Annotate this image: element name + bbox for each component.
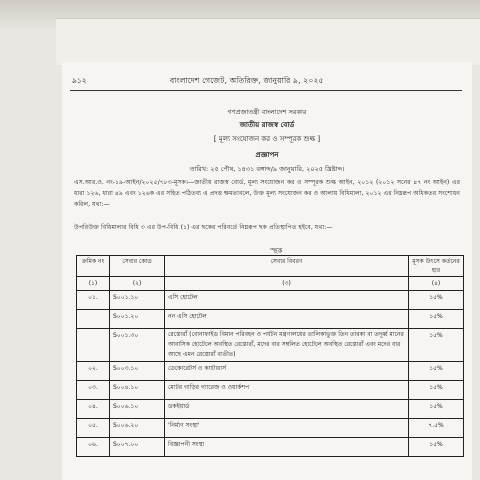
header-description: সেবার বিবরণ	[165, 256, 409, 277]
document-type: প্রজ্ঞাপন	[255, 151, 279, 159]
previous-page-edge	[56, 18, 480, 65]
table-row	[77, 419, 464, 438]
col-number: (১)	[77, 277, 110, 291]
paragraph-sro: এস.আর.ও. নং-১৯-আইন/২০২৫/৭৮৩-মূসক।—জাতীয় রাজস্ব বোর্ড, মূল্য সংযোজন কর ও সম্পূরক শুল্ক আইন, ২০১২ (২০১২ সনের ৪৭ নং আইন) এর ধারা ১২৬, ধারা ৪৯ এবং ১২৬ক এর সহিত পঠিতব্য এ প্রদত্ত ক্ষমতাবলে, উক্ত মূল্য সংযোজন কর ও আলায় বিধিমালা, ২০১২ এর নিম্নরূপ অধিকতর সংশোধন করিল, যথা:—	[74, 179, 460, 208]
row-description: বিজ্ঞাপনী সংস্থা	[165, 438, 409, 457]
table-row	[77, 400, 464, 419]
row-description: মোটর গাড়ির গ্যারেজ ও ওয়ার্কশপ	[165, 381, 409, 400]
table-row	[77, 438, 464, 457]
row-serial: ০৪.	[77, 400, 110, 419]
running-title: বাংলাদেশ গেজেট, অতিরিক্ত, জানুয়ারি ৯, ২০২৫	[170, 76, 324, 85]
gazette-page	[62, 62, 472, 480]
row-rate: ১৫%	[409, 329, 464, 362]
row-rate: ১৫%	[409, 291, 464, 310]
row-serial: ০২.	[77, 362, 110, 381]
row-code: S০০৬.১০	[110, 400, 165, 419]
table-header-row	[77, 256, 464, 277]
row-rate: ১৫%	[409, 381, 464, 400]
row-serial	[77, 329, 110, 362]
row-code: S০০১.৩০	[110, 329, 165, 362]
table-row	[77, 362, 464, 381]
row-description: ডেকোরেটর্স ও ক্যাটারার্স	[165, 362, 409, 381]
col-number: (৪)	[409, 277, 464, 291]
row-description: 'নির্মাণ সংস্থা'	[165, 419, 409, 438]
row-serial: ০৬.	[77, 438, 110, 457]
header-code: সেবার কোড	[110, 256, 165, 277]
row-description: নন এসি হোটেল	[165, 310, 409, 329]
row-serial: ০৩.	[77, 381, 110, 400]
row-rate: ১৫%	[409, 310, 464, 329]
row-description: রেস্তোরাঁ (বোনাফাইড বিমান পরিবহন ও পর্যটন মন্ত্রণালয়ের তালিকাভুক্ত তিন তারকা বা তদূর্ধ্ব মানের আবাসিক হোটেলে অবস্থিত রেস্তোরাঁ, মদের বার সম্বলিত হোটেলে অবস্থিত রেস্তোরাঁ এবং মদের বার আছে এমন রেস্তোরাঁ ব্যতীত)	[165, 329, 409, 362]
row-rate: ১৫%	[409, 400, 464, 419]
government-name: গণপ্রজাতন্ত্রী বাংলাদেশ সরকার	[227, 108, 307, 116]
row-rate: ৭.৫%	[409, 419, 464, 438]
header-serial: ক্রমিক নং	[77, 256, 110, 277]
date-line: তারিখ: ২৫ পৌষ, ১৪৩১ বঙ্গাব্দ/৯ জানুয়ারি, ২০২৫ খ্রিষ্টাব্দ।	[189, 165, 345, 173]
row-rate: ১৫%	[409, 438, 464, 457]
page-header	[70, 74, 462, 91]
board-name: জাতীয় রাজস্ব বোর্ড	[239, 121, 295, 129]
row-description: এসি হোটেল	[165, 291, 409, 310]
header-rate: মূসক উৎসে কর্তনের হার	[409, 256, 464, 277]
row-code: S০০১.২০	[110, 310, 165, 329]
row-serial	[77, 310, 110, 329]
table-row	[77, 310, 464, 329]
row-code: S০০৩.১০	[110, 362, 165, 381]
column-number-row	[77, 277, 464, 291]
schedule-label: "ছক	[270, 247, 283, 255]
row-serial: ০১.	[77, 291, 110, 310]
row-serial: ০৫.	[77, 419, 110, 438]
vat-schedule-table	[76, 255, 464, 457]
table-row	[77, 381, 464, 400]
table-row	[77, 329, 464, 362]
row-code: S০০৬.২০	[110, 419, 165, 438]
row-code: S০০১.১০	[110, 291, 165, 310]
col-number: (২)	[110, 277, 165, 291]
row-code: S০০৪.১০	[110, 381, 165, 400]
department-name: [ মূল্য সংযোজন কর ও সম্পূরক শুল্ক ]	[213, 135, 321, 143]
row-description: ডকইয়ার্ড	[165, 400, 409, 419]
col-number: (৩)	[165, 277, 409, 291]
table-row	[77, 291, 464, 310]
paragraph-amendment: উপরিউক্ত বিধিমালার বিধি ৩ এর উপ-বিধি (১) এর ছকের পরিবর্তে নিম্নরূপ ছক প্রতিস্থাপিত হইবে, যথা:—	[74, 224, 333, 231]
page-number: ৯১২	[72, 76, 87, 85]
row-rate: ১৫%	[409, 362, 464, 381]
row-code: S০০৭.০০	[110, 438, 165, 457]
